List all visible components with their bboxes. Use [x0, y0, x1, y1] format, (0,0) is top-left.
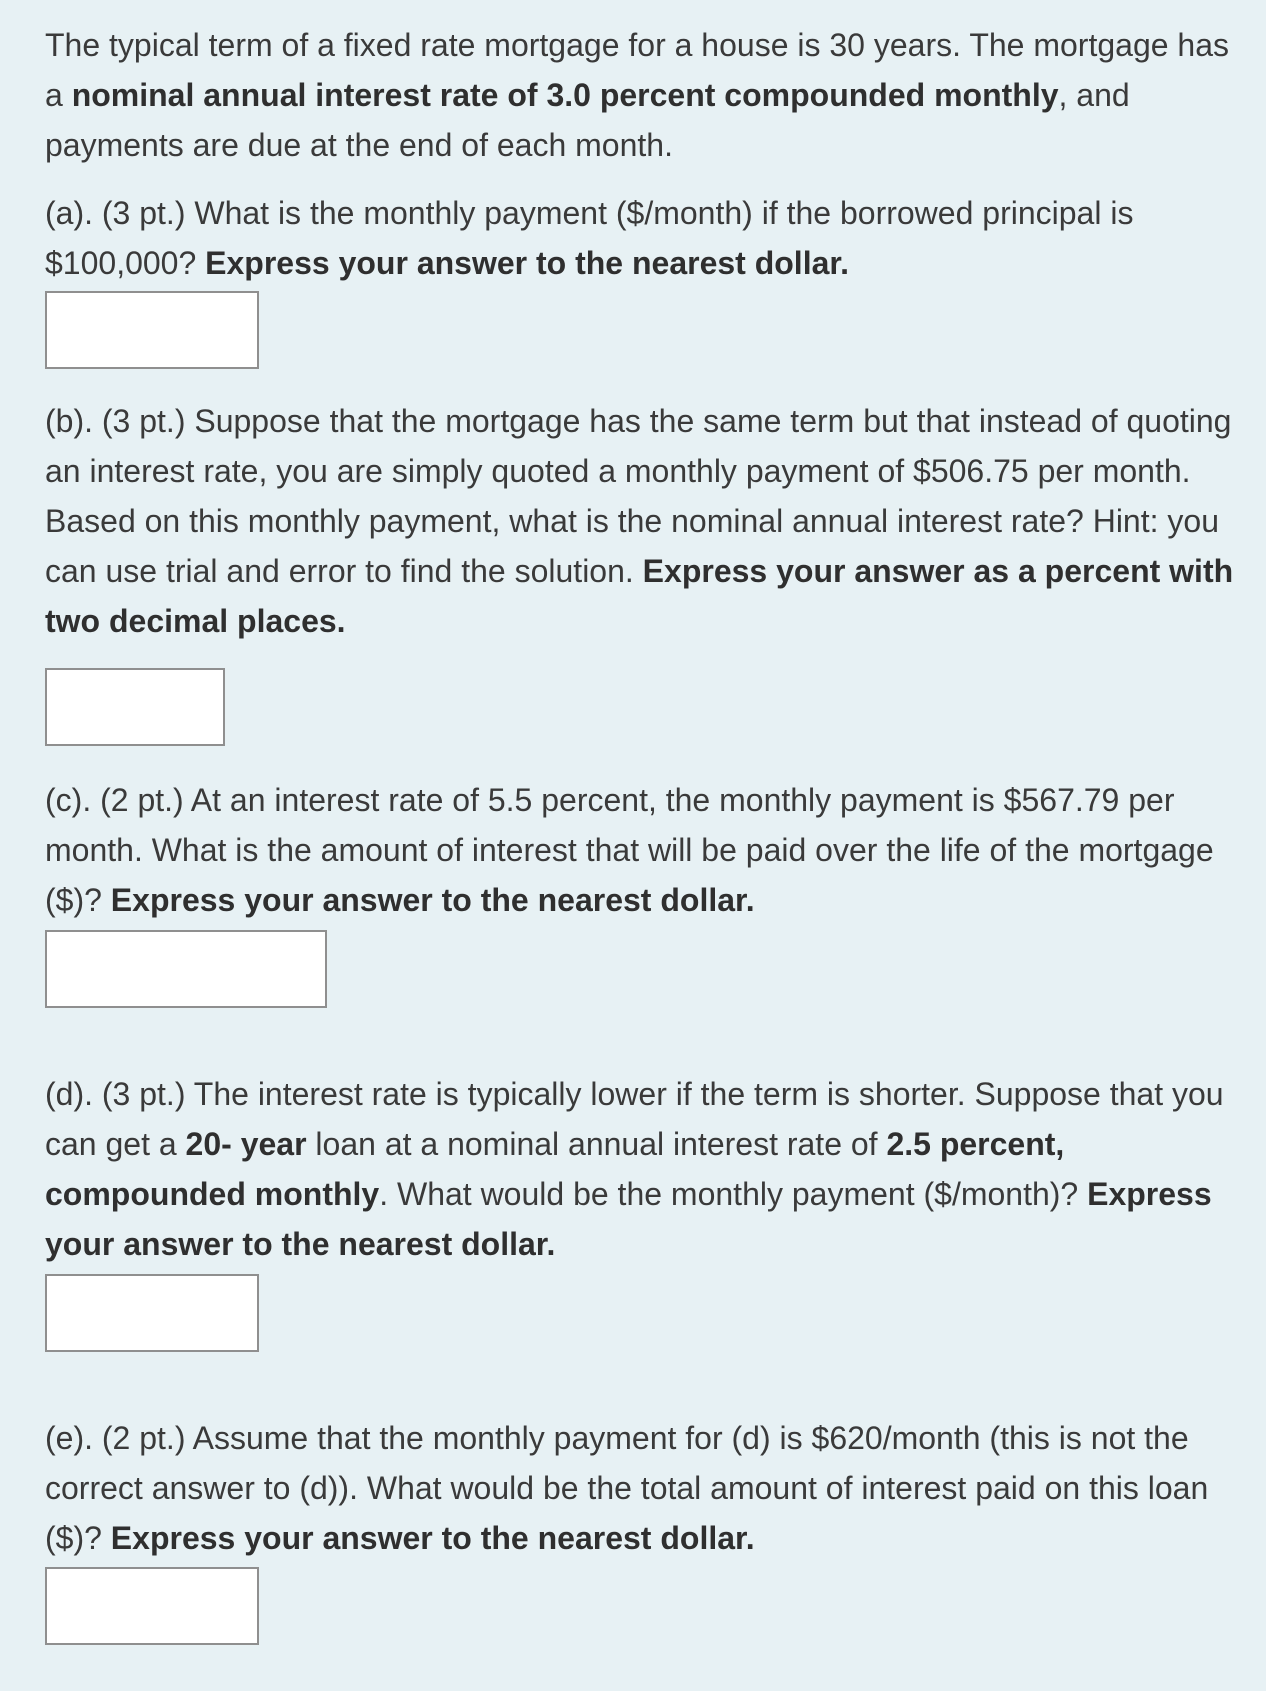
part-d-bold-rate: 2.5 percent, compounded monthly	[45, 1126, 1065, 1212]
part-d-bold-term: 20- year	[185, 1126, 307, 1162]
intro-bold-rate: nominal annual interest rate of 3.0 percent compounded monthly	[71, 77, 1059, 113]
part-d-answer-input[interactable]	[45, 1274, 259, 1352]
intro-text-1: The typical term of a fixed rate mortgage for a house is 30 years. The mortgage has a	[45, 27, 1230, 113]
part-a-question	[45, 188, 1240, 288]
part-e-text: (e). (2 pt.) Assume that the monthly payment for (d) is $620/month (this is not the correct answer to (d)). What would be the total amount of interest paid on this loan ($)?	[45, 1420, 1209, 1556]
intro-text-2: , and payments are due at the end of each month.	[45, 77, 1130, 163]
part-a-instruction: Express your answer to the nearest dollar.	[205, 245, 849, 281]
part-e-instruction: Express your answer to the nearest dollar.	[110, 1520, 755, 1556]
part-b-text: (b). (3 pt.) Suppose that the mortgage has the same term but that instead of quoting an interest rate, you are simply quoted a monthly payment of $506.75 per month. Based on this monthly payment, what is the nominal annual interest rate? Hint: you can use trial and error to find the solution.	[45, 403, 1232, 589]
part-a-answer-input[interactable]	[45, 291, 259, 369]
part-b-question	[45, 396, 1240, 646]
part-e-answer-input[interactable]	[45, 1567, 259, 1645]
part-d-question	[45, 1069, 1240, 1269]
part-a-text: (a). (3 pt.) What is the monthly payment ($/month) if the borrowed principal is $100,000?	[45, 195, 1134, 281]
part-c-answer-input[interactable]	[45, 930, 327, 1008]
part-c-instruction: Express your answer to the nearest dollar.	[110, 882, 755, 918]
part-e-question	[45, 1413, 1240, 1563]
part-d-text-1: (d). (3 pt.) The interest rate is typically lower if the term is shorter. Suppose that you can get a	[45, 1076, 1224, 1162]
part-d-text-2: loan at a nominal annual interest rate of	[306, 1126, 887, 1162]
part-b-instruction: Express your answer as a percent with two decimal places.	[45, 553, 1234, 639]
part-c-question	[45, 775, 1240, 925]
part-d-text-3: . What would be the monthly payment ($/month)?	[379, 1176, 1088, 1212]
part-c-text: (c). (2 pt.) At an interest rate of 5.5 percent, the monthly payment is $567.79 per month. What is the amount of interest that will be paid over the life of the mortgage ($)?	[45, 782, 1214, 918]
part-d-instruction: Express your answer to the nearest dollar.	[45, 1176, 1212, 1262]
part-b-answer-input[interactable]	[45, 668, 225, 746]
intro-paragraph	[45, 20, 1240, 170]
